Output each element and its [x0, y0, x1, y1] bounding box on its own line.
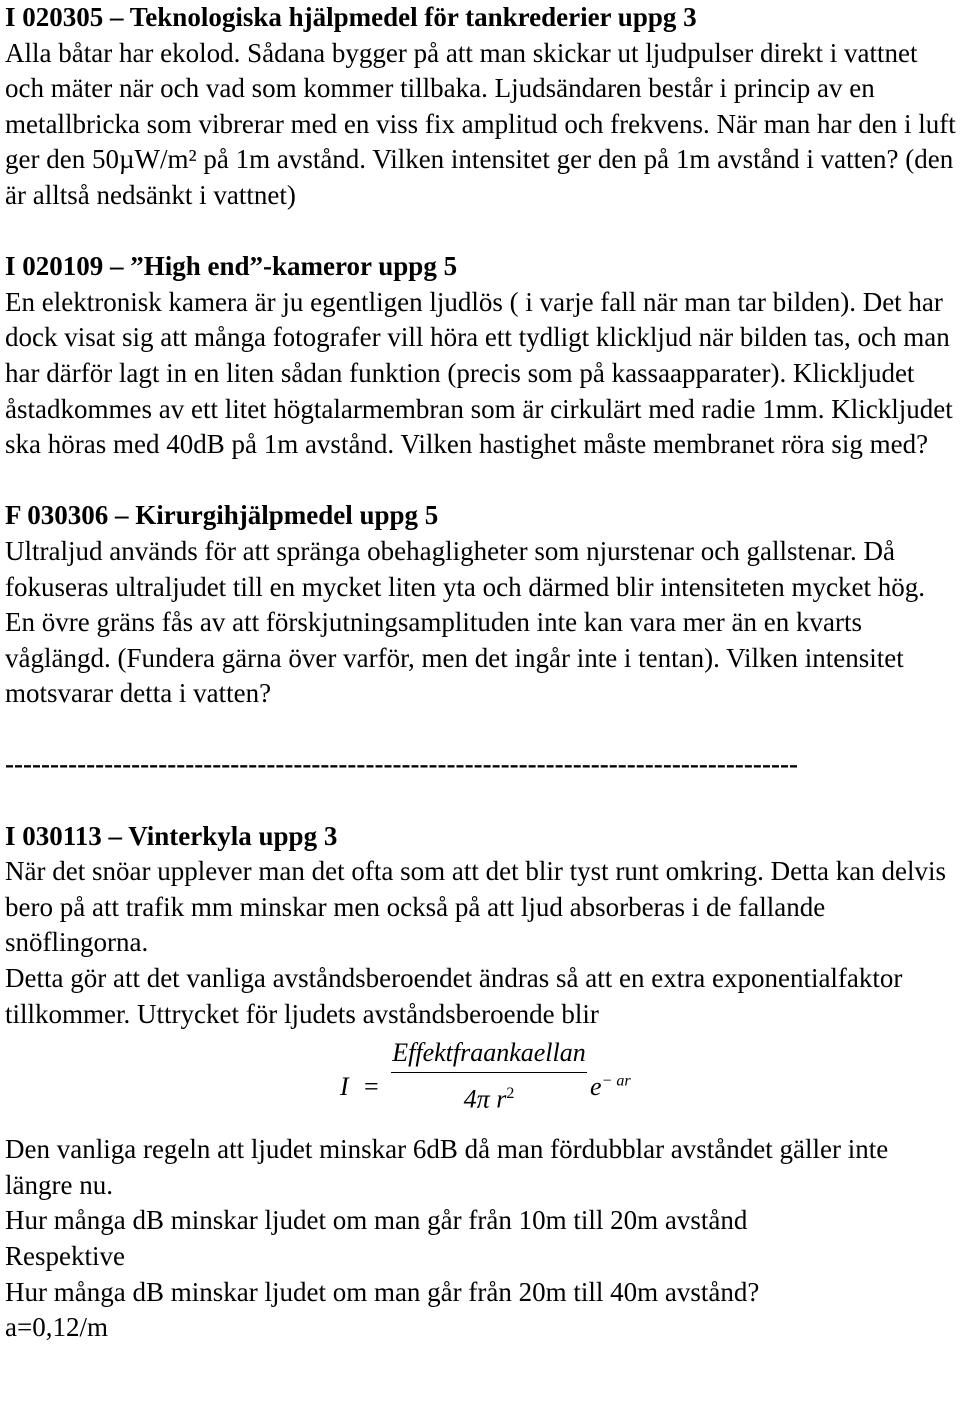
formula-denominator-base: 4π r: [463, 1084, 507, 1114]
section-heading: F 030306 – Kirurgihjälpmedel uppg 5: [5, 500, 439, 531]
section-body: Den vanliga regeln att ljudet minskar 6dB då man fördubblar avståndet gäller inte längre nu.: [5, 1134, 889, 1200]
formula-lhs: I: [340, 1072, 349, 1102]
section-body: En elektronisk kamera är ju egentligen ljudlös ( i varje fall när man tar bilden). Det har dock visat sig att många fotografer vill höra ett tydligt klickljud när bilden tas, och man har därför lagt in en liten sådan funktion (precis som på kassaapparater). Klickljudet åstadkommes av ett litet högtalarmembran som är cirkulärt med radie 1mm. Klickljudet ska höras med 40dB på 1m avstånd. Vilken hastighet måste membranet röra sig med?: [5, 286, 953, 460]
section-heading: I 030113 – Vinterkyla uppg 3: [5, 820, 338, 851]
respektive-line: Respektive: [5, 1241, 125, 1271]
paragraph-gap: [5, 463, 957, 499]
formula-equals: =: [364, 1072, 379, 1102]
section-body: Detta gör att det vanliga avståndsberoendet ändras så att en extra exponentialfaktor tillkommer. Uttrycket för ljudets avståndsberoende blir: [5, 963, 903, 1029]
question-line: Hur många dB minskar ljudet om man går från 10m till 20m avstånd: [5, 1205, 748, 1236]
formula-exponential-factor: [590, 1072, 631, 1102]
section-heading: I 020305 – Teknologiska hjälpmedel för tankrederier uppg 3: [5, 2, 697, 32]
formula-factor-exponent: − ar: [601, 1072, 631, 1090]
question-line: Hur många dB minskar ljudet om man går från 20m till 40m avstånd?: [5, 1276, 760, 1307]
formula-fraction: [391, 1038, 587, 1115]
section-vinterkyla: [5, 819, 957, 1346]
formula-factor-base: e: [590, 1072, 602, 1102]
section-heading: I 020109 – ”High end”-kameror uppg 5: [5, 251, 458, 282]
constant-line: a=0,12/m: [5, 1312, 108, 1343]
document-page: [5, 0, 957, 1346]
section-body: Alla båtar har ekolod. Sådana bygger på att man skickar ut ljudpulser direkt i vattnet och mäter när och vad som kommer tillbaka. Ljudsändaren består i princip av en metallbricka som vibrerar med en viss fix amplitud och frekvens. När man har den i luft ger den 50µW/m² på 1m avstånd. Vilken intensitet ger den på 1m avstånd i vatten? (den är alltså nedsänkt i vattnet): [5, 37, 956, 210]
formula-block: [5, 1032, 957, 1132]
section-high-end-kameror: [5, 249, 957, 463]
section-body: När det snöar upplever man det ofta som att det blir tyst runt omkring. Detta kan delvis bero på att trafik mm minskar men också på att ljud absorberas i de fallande snöflingorna.: [5, 856, 947, 958]
paragraph-gap: [5, 712, 957, 748]
fraction-bar: [391, 1072, 587, 1073]
section-kirurgihjalpmedel: [5, 498, 957, 712]
formula-denominator: [391, 1079, 587, 1115]
section-tankrederier: [5, 0, 957, 214]
paragraph-gap: [5, 214, 957, 250]
paragraph-gap: [5, 783, 957, 819]
dashed-separator: ----------------------------------------------------------------------------------------: [5, 749, 798, 780]
section-body: Ultraljud används för att spränga obehagligheter som njurstenar och gallstenar. Då fokuseras ultraljudet till en mycket liten yta och därmed blir intensiteten mycket hög. En övre gräns fås av att förskjutningsamplituden inte kan vara mer än en kvarts våglängd. (Fundera gärna över varför, men det ingår inte i tentan). Vilken intensitet motsvarar detta i vatten?: [5, 535, 925, 709]
formula-denominator-exponent: 2: [506, 1085, 515, 1103]
formula-numerator: Effektfraankaellan: [392, 1038, 586, 1068]
